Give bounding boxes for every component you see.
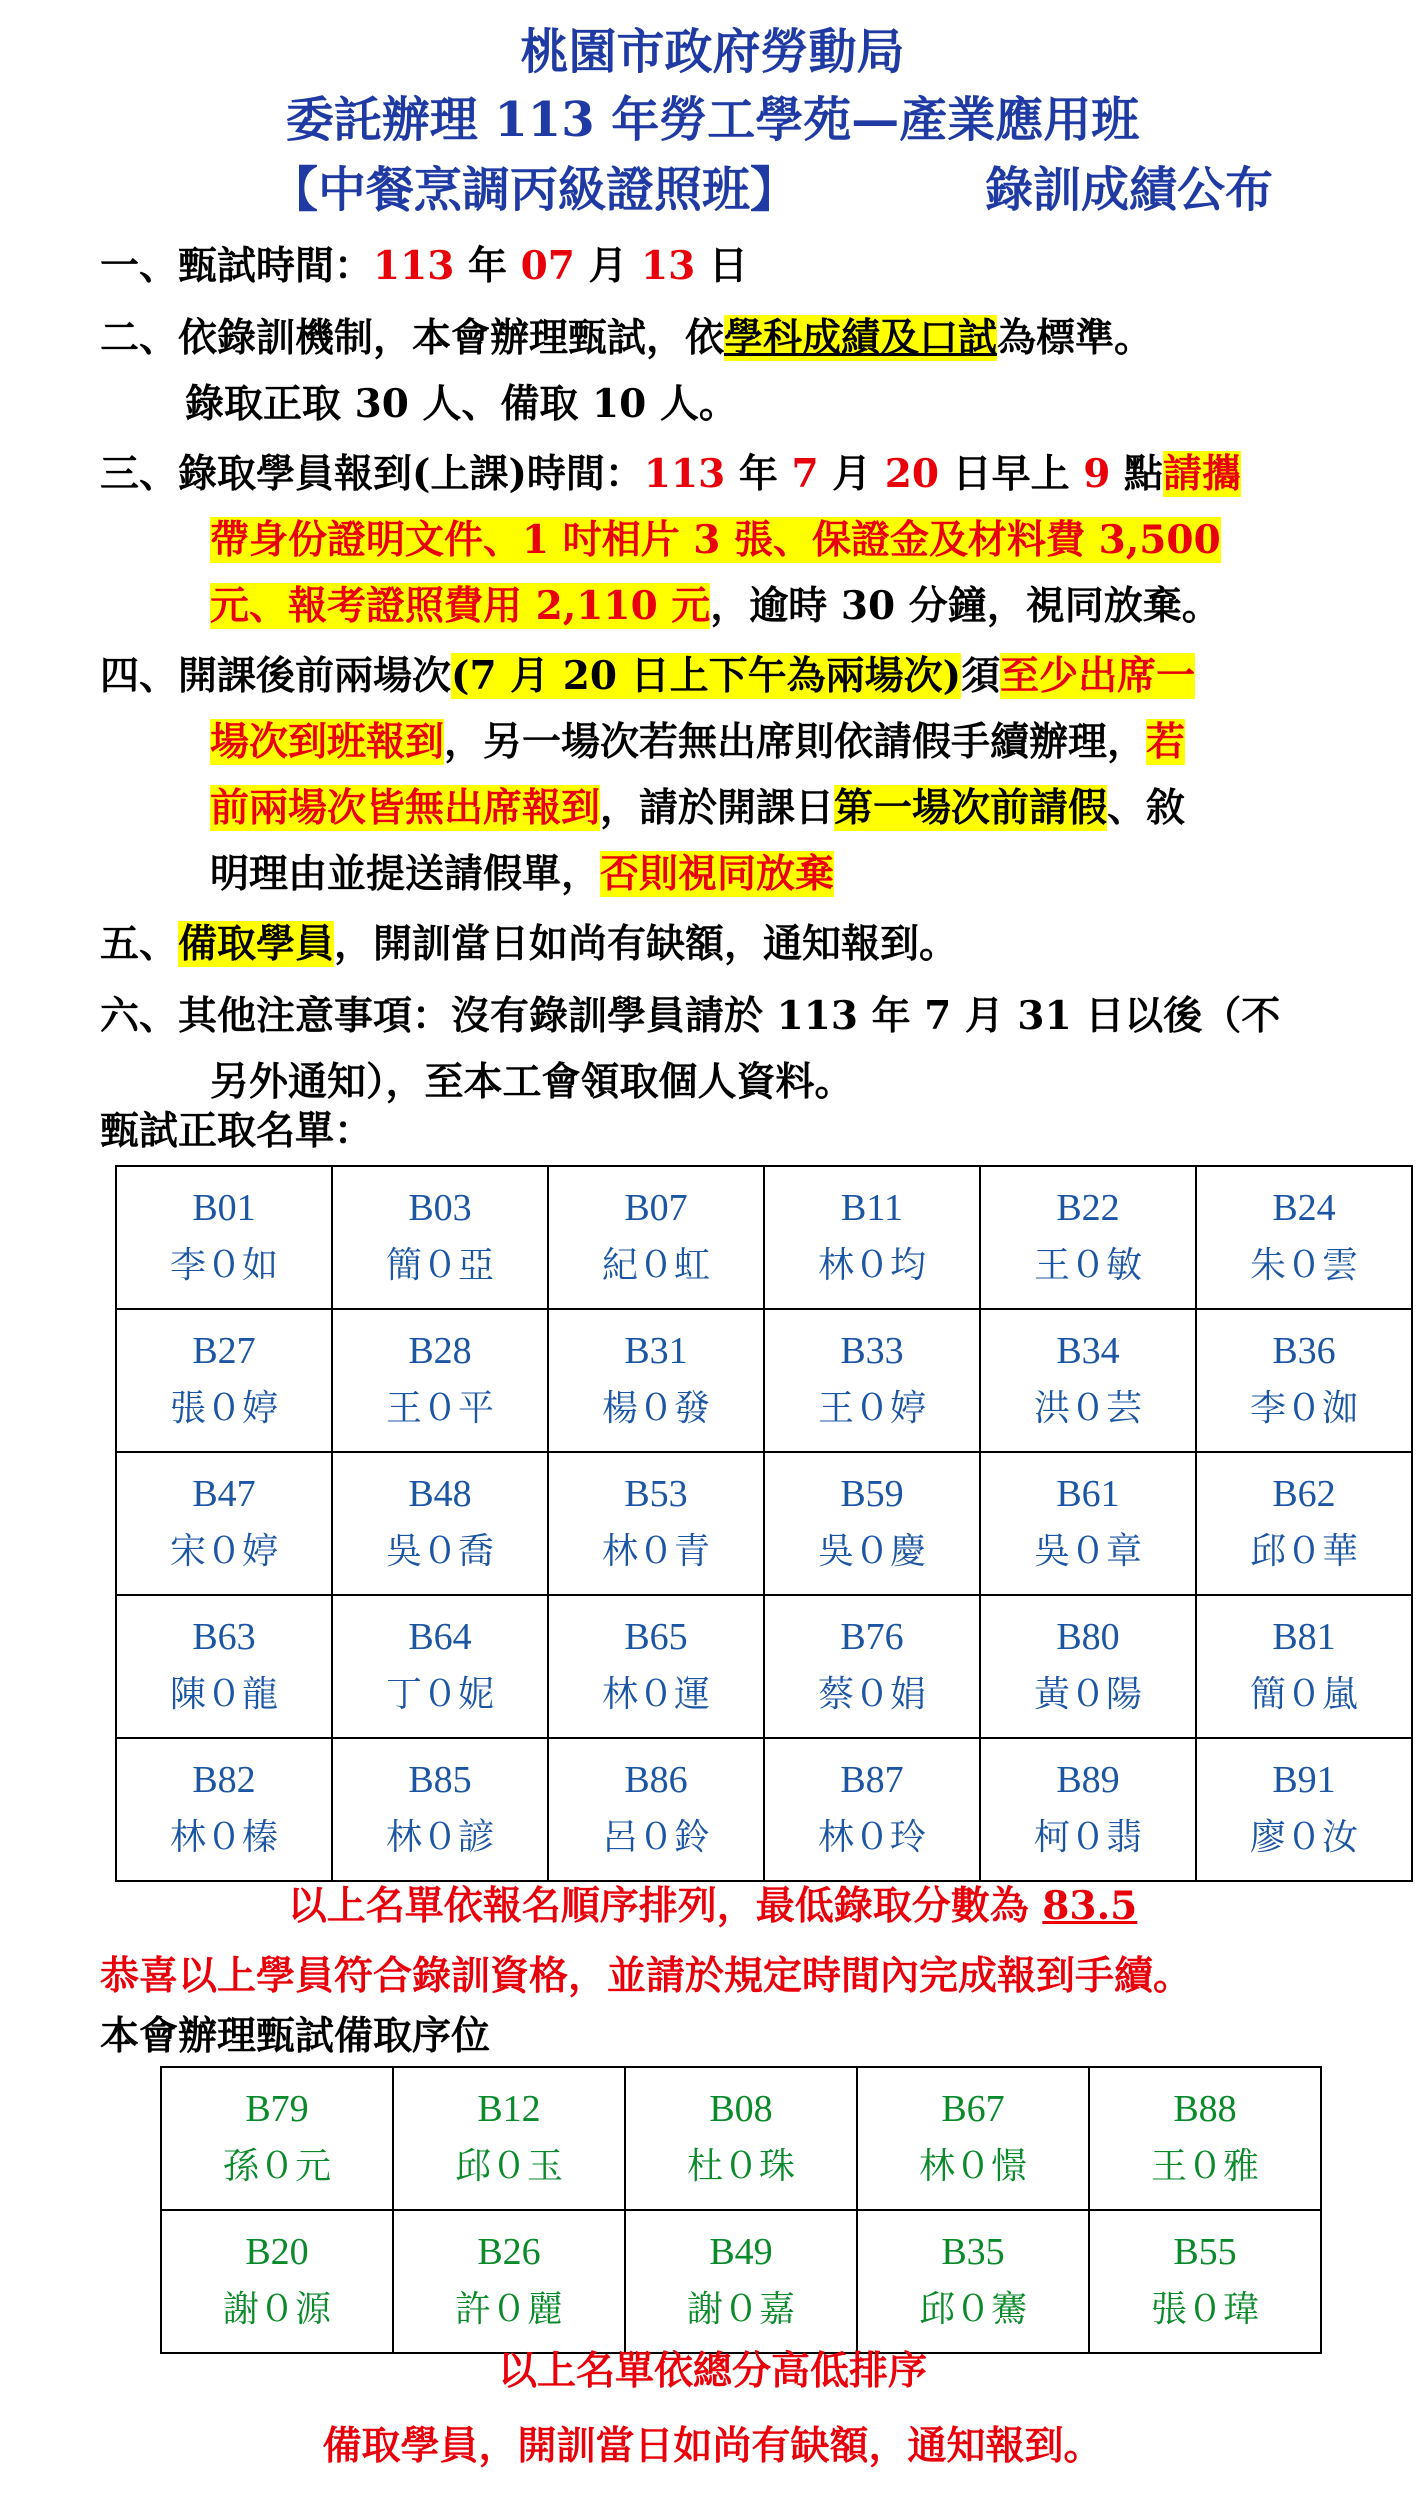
student-id: B01	[192, 1186, 256, 1229]
table-row	[116, 1595, 1412, 1738]
student-id: B64	[408, 1615, 472, 1658]
student-name: 孫０元	[222, 2145, 331, 2187]
student-name: 簡０亞	[385, 1244, 494, 1286]
student-id: B87	[840, 1758, 904, 1801]
student-name: 邱０玉	[454, 2145, 563, 2187]
table-cell	[161, 2067, 393, 2210]
table-cell	[161, 2210, 393, 2353]
item-2: 二、依錄訓機制，本會辦理甄試，依學科成績及口試為標準。	[100, 315, 1154, 361]
student-name: 林０玲	[817, 1816, 926, 1858]
table-cell	[116, 1309, 332, 1452]
table-cell	[980, 1309, 1196, 1452]
table-cell	[332, 1738, 548, 1881]
table-row	[116, 1738, 1412, 1881]
student-name: 林０諺	[385, 1816, 494, 1858]
student-id: B28	[408, 1329, 472, 1372]
student-id: B20	[245, 2230, 309, 2273]
student-name: 林０均	[817, 1244, 926, 1286]
student-id: B61	[1056, 1472, 1120, 1515]
student-id: B86	[624, 1758, 688, 1801]
student-name: 杜０珠	[686, 2145, 795, 2187]
table-cell	[1196, 1595, 1412, 1738]
student-id: B53	[624, 1472, 688, 1515]
table-cell	[1089, 2210, 1321, 2353]
student-id: B62	[1272, 1472, 1336, 1515]
student-id: B49	[709, 2230, 773, 2273]
item-3: 三、錄取學員報到(上課)時間：113 年 7 月 20 日早上 9 點請攜	[100, 451, 1241, 497]
student-id: B55	[1173, 2230, 1237, 2273]
table-cell	[1196, 1452, 1412, 1595]
student-id: B79	[245, 2087, 309, 2130]
item-3-line2: 帶身份證明文件、1 吋相片 3 張、保證金及材料費 3,500	[210, 517, 1221, 563]
student-name: 廖０汝	[1249, 1816, 1358, 1858]
item-3-line3: 元、報考證照費用 2,110 元，逾時 30 分鐘，視同放棄。	[210, 583, 1221, 629]
main-admission-table	[115, 1165, 1413, 1882]
student-name: 簡０嵐	[1249, 1673, 1358, 1715]
student-id: B76	[840, 1615, 904, 1658]
student-name: 吳０喬	[385, 1530, 494, 1572]
item-5: 五、備取學員，開訓當日如尚有缺額，通知報到。	[100, 921, 959, 967]
main-list-note: 以上名單依報名順序排列，最低錄取分數為 83.5	[287, 1883, 1138, 1929]
student-id: B03	[408, 1186, 472, 1229]
table-cell	[764, 1452, 980, 1595]
student-name: 王０平	[385, 1387, 494, 1429]
table-row	[116, 1309, 1412, 1452]
student-name: 謝０嘉	[686, 2288, 795, 2330]
student-id: B63	[192, 1615, 256, 1658]
student-id: B11	[841, 1186, 903, 1229]
student-name: 邱０華	[1249, 1530, 1358, 1572]
item-6-line2: 另外通知），至本工會領取個人資料。	[210, 1059, 854, 1105]
student-name: 黃０陽	[1033, 1673, 1142, 1715]
student-id: B12	[477, 2087, 541, 2130]
student-id: B33	[840, 1329, 904, 1372]
student-id: B85	[408, 1758, 472, 1801]
backup-order-note: 以上名單依總分高低排序	[497, 2348, 927, 2394]
table-row	[161, 2210, 1321, 2353]
table-row	[116, 1166, 1412, 1309]
table-cell	[980, 1738, 1196, 1881]
table-cell	[548, 1452, 764, 1595]
table-cell	[857, 2067, 1089, 2210]
student-id: B48	[408, 1472, 472, 1515]
student-id: B36	[1272, 1329, 1336, 1372]
student-name: 吳０慶	[817, 1530, 926, 1572]
student-id: B26	[477, 2230, 541, 2273]
student-name: 邱０騫	[918, 2288, 1027, 2330]
table-row	[116, 1452, 1412, 1595]
min-score: 83.5	[1042, 1883, 1138, 1929]
title-program: 委託辦理 113 年勞工學苑—產業應用班	[285, 92, 1140, 148]
student-name: 紀０虹	[601, 1244, 710, 1286]
student-name: 呂０鈴	[601, 1816, 710, 1858]
student-id: B65	[624, 1615, 688, 1658]
student-name: 柯０翡	[1033, 1816, 1142, 1858]
student-id: B07	[624, 1186, 688, 1229]
table-cell	[764, 1738, 980, 1881]
student-id: B80	[1056, 1615, 1120, 1658]
table-cell	[980, 1166, 1196, 1309]
table-cell	[332, 1309, 548, 1452]
item-4: 四、開課後前兩場次(7 月 20 日上下午為兩場次)須至少出席一	[100, 653, 1196, 699]
table-cell	[393, 2067, 625, 2210]
table-cell	[764, 1309, 980, 1452]
backup-list-heading: 本會辦理甄試備取序位	[100, 2013, 491, 2059]
table-cell	[548, 1166, 764, 1309]
result-heading: 錄訓成績公布	[985, 162, 1274, 218]
student-name: 王０雅	[1150, 2145, 1259, 2187]
table-cell	[332, 1452, 548, 1595]
title-agency: 桃園市政府勞動局	[520, 24, 905, 80]
student-name: 丁０妮	[385, 1673, 494, 1715]
congrats-note: 恭喜以上學員符合錄訓資格，並請於規定時間內完成報到手續。	[100, 1953, 1193, 1999]
student-id: B27	[192, 1329, 256, 1372]
table-cell	[1089, 2067, 1321, 2210]
student-id: B67	[941, 2087, 1005, 2130]
student-name: 吳０章	[1033, 1530, 1142, 1572]
student-id: B81	[1272, 1615, 1336, 1658]
item-4-line3: 前兩場次皆無出席報到，請於開課日第一場次前請假、敘	[210, 785, 1186, 831]
table-cell	[116, 1595, 332, 1738]
student-id: B35	[941, 2230, 1005, 2273]
student-name: 宋０婷	[169, 1530, 278, 1572]
table-cell	[625, 2067, 857, 2210]
student-name: 李０如	[169, 1244, 278, 1286]
student-id: B22	[1056, 1186, 1120, 1229]
student-name: 林０榛	[169, 1816, 278, 1858]
student-id: B59	[840, 1472, 904, 1515]
student-name: 楊０發	[601, 1387, 710, 1429]
table-cell	[332, 1166, 548, 1309]
student-name: 朱０雲	[1249, 1244, 1358, 1286]
table-cell	[1196, 1738, 1412, 1881]
student-id: B31	[624, 1329, 688, 1372]
class-name: 【中餐烹調丙級證照班】	[270, 162, 799, 218]
student-id: B34	[1056, 1329, 1120, 1372]
table-cell	[1196, 1166, 1412, 1309]
item-1: 一、甄試時間：113 年 07 月 13 日	[100, 243, 748, 289]
main-list-heading: 甄試正取名單：	[100, 1108, 374, 1154]
table-cell	[764, 1166, 980, 1309]
item-4-line2: 場次到班報到，另一場次若無出席則依請假手續辦理，若	[210, 719, 1186, 765]
table-cell	[548, 1309, 764, 1452]
student-id: B24	[1272, 1186, 1336, 1229]
student-id: B82	[192, 1758, 256, 1801]
student-name: 李０洳	[1249, 1387, 1358, 1429]
table-cell	[116, 1166, 332, 1309]
table-cell	[116, 1738, 332, 1881]
item-4-line4: 明理由並提送請假單，否則視同放棄	[210, 851, 835, 897]
student-id: B91	[1272, 1758, 1336, 1801]
item-2-line2: 錄取正取 30 人、備取 10 人。	[185, 381, 738, 427]
table-cell	[625, 2210, 857, 2353]
backup-notice: 備取學員，開訓當日如尚有缺額，通知報到。	[322, 2423, 1103, 2469]
table-row	[161, 2067, 1321, 2210]
table-cell	[548, 1595, 764, 1738]
table-cell	[1196, 1309, 1412, 1452]
student-id: B08	[709, 2087, 773, 2130]
table-cell	[857, 2210, 1089, 2353]
table-cell	[980, 1452, 1196, 1595]
student-name: 王０敏	[1033, 1244, 1142, 1286]
student-name: 許０麗	[454, 2288, 563, 2330]
student-id: B47	[192, 1472, 256, 1515]
table-cell	[393, 2210, 625, 2353]
student-id: B89	[1056, 1758, 1120, 1801]
student-name: 林０運	[601, 1673, 710, 1715]
item-6: 六、其他注意事項：沒有錄訓學員請於 113 年 7 月 31 日以後（不	[100, 993, 1281, 1039]
student-name: 張０瑋	[1150, 2288, 1259, 2330]
student-name: 洪０芸	[1033, 1387, 1142, 1429]
student-name: 張０婷	[169, 1387, 278, 1429]
student-name: 陳０龍	[169, 1673, 278, 1715]
table-cell	[980, 1595, 1196, 1738]
backup-ranking-table	[160, 2066, 1322, 2354]
table-cell	[116, 1452, 332, 1595]
student-name: 蔡０娟	[817, 1673, 926, 1715]
student-name: 謝０源	[222, 2288, 331, 2330]
student-name: 林０憬	[918, 2145, 1027, 2187]
table-cell	[332, 1595, 548, 1738]
student-name: 林０青	[601, 1530, 710, 1572]
student-id: B88	[1173, 2087, 1237, 2130]
student-name: 王０婷	[817, 1387, 926, 1429]
table-cell	[764, 1595, 980, 1738]
table-cell	[548, 1738, 764, 1881]
